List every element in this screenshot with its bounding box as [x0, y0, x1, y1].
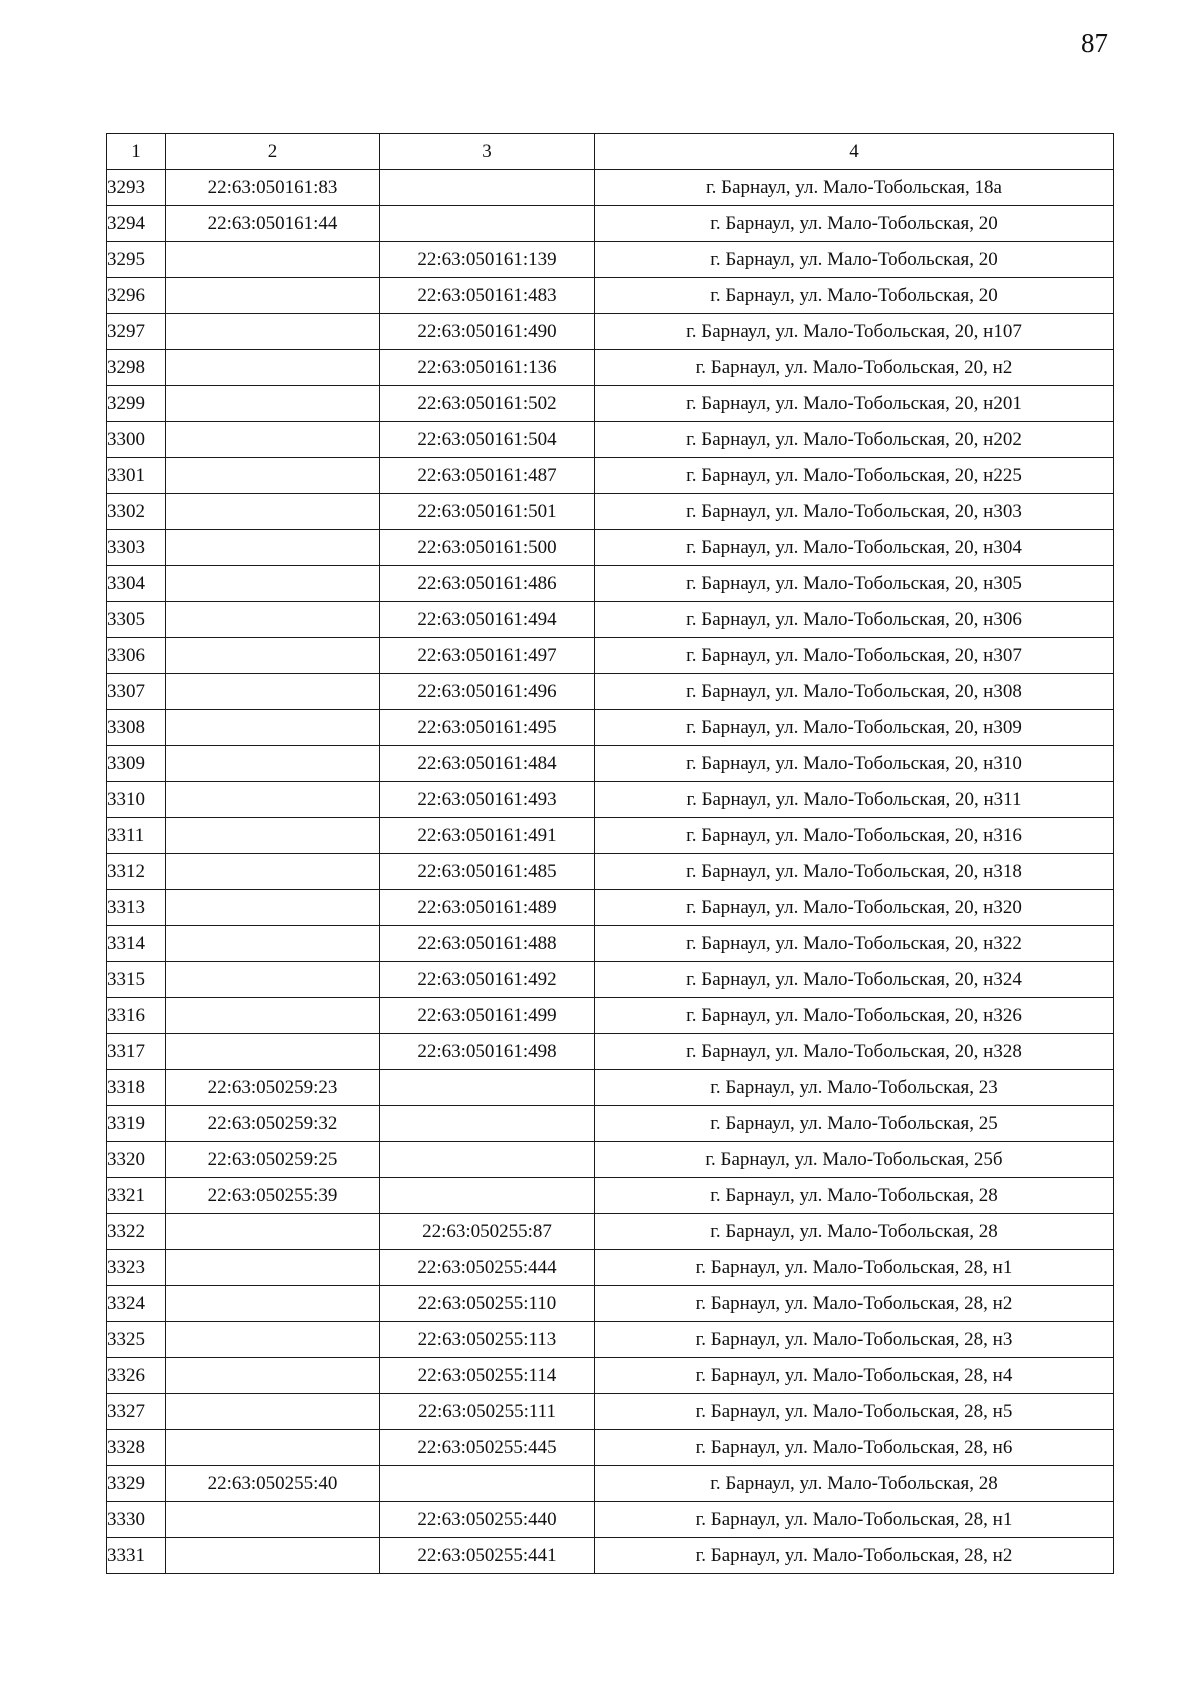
row-number-cell: 3296: [107, 278, 166, 314]
land-cadastral-number-cell: [166, 1034, 380, 1070]
address-cell: г. Барнаул, ул. Мало-Тобольская, 20: [595, 242, 1114, 278]
address-cell: г. Барнаул, ул. Мало-Тобольская, 20, н202: [595, 422, 1114, 458]
building-cadastral-number-cell: 22:63:050161:492: [380, 962, 595, 998]
building-cadastral-number-cell: 22:63:050161:489: [380, 890, 595, 926]
row-number-cell: 3330: [107, 1502, 166, 1538]
land-cadastral-number-cell: [166, 1250, 380, 1286]
table-row: [107, 530, 1114, 566]
row-number-cell: 3318: [107, 1070, 166, 1106]
land-cadastral-number-cell: [166, 1286, 380, 1322]
building-cadastral-number-cell: 22:63:050161:488: [380, 926, 595, 962]
building-cadastral-number-cell: 22:63:050161:487: [380, 458, 595, 494]
table-row: [107, 854, 1114, 890]
address-cell: г. Барнаул, ул. Мало-Тобольская, 20: [595, 278, 1114, 314]
table-body: [107, 170, 1114, 1574]
column-header-3: 3: [380, 134, 595, 170]
row-number-cell: 3307: [107, 674, 166, 710]
row-number-cell: 3300: [107, 422, 166, 458]
building-cadastral-number-cell: [380, 206, 595, 242]
table-row: [107, 494, 1114, 530]
land-cadastral-number-cell: [166, 1430, 380, 1466]
address-cell: г. Барнаул, ул. Мало-Тобольская, 20, н303: [595, 494, 1114, 530]
building-cadastral-number-cell: 22:63:050255:87: [380, 1214, 595, 1250]
table-row: [107, 458, 1114, 494]
building-cadastral-number-cell: 22:63:050255:113: [380, 1322, 595, 1358]
table-row: [107, 1106, 1114, 1142]
address-cell: г. Барнаул, ул. Мало-Тобольская, 20, н320: [595, 890, 1114, 926]
table-row: [107, 1430, 1114, 1466]
building-cadastral-number-cell: 22:63:050161:504: [380, 422, 595, 458]
row-number-cell: 3315: [107, 962, 166, 998]
address-cell: г. Барнаул, ул. Мало-Тобольская, 20, н225: [595, 458, 1114, 494]
address-cell: г. Барнаул, ул. Мало-Тобольская, 20, н305: [595, 566, 1114, 602]
building-cadastral-number-cell: 22:63:050161:484: [380, 746, 595, 782]
building-cadastral-number-cell: 22:63:050255:110: [380, 1286, 595, 1322]
table-row: [107, 782, 1114, 818]
row-number-cell: 3313: [107, 890, 166, 926]
land-cadastral-number-cell: [166, 494, 380, 530]
row-number-cell: 3326: [107, 1358, 166, 1394]
building-cadastral-number-cell: [380, 1466, 595, 1502]
land-cadastral-number-cell: [166, 1214, 380, 1250]
address-cell: г. Барнаул, ул. Мало-Тобольская, 28, н2: [595, 1286, 1114, 1322]
address-cell: г. Барнаул, ул. Мало-Тобольская, 20, н308: [595, 674, 1114, 710]
row-number-cell: 3311: [107, 818, 166, 854]
table-row: [107, 1214, 1114, 1250]
address-cell: г. Барнаул, ул. Мало-Тобольская, 28, н6: [595, 1430, 1114, 1466]
row-number-cell: 3303: [107, 530, 166, 566]
address-cell: г. Барнаул, ул. Мало-Тобольская, 20, н201: [595, 386, 1114, 422]
row-number-cell: 3316: [107, 998, 166, 1034]
land-cadastral-number-cell: 22:63:050259:23: [166, 1070, 380, 1106]
building-cadastral-number-cell: 22:63:050255:445: [380, 1430, 595, 1466]
land-cadastral-number-cell: [166, 854, 380, 890]
row-number-cell: 3310: [107, 782, 166, 818]
address-cell: г. Барнаул, ул. Мало-Тобольская, 28, н3: [595, 1322, 1114, 1358]
column-header-2: 2: [166, 134, 380, 170]
row-number-cell: 3319: [107, 1106, 166, 1142]
table-row: [107, 1178, 1114, 1214]
table-row: [107, 926, 1114, 962]
building-cadastral-number-cell: 22:63:050161:496: [380, 674, 595, 710]
table-row: [107, 1322, 1114, 1358]
land-cadastral-number-cell: [166, 926, 380, 962]
land-cadastral-number-cell: 22:63:050255:40: [166, 1466, 380, 1502]
address-cell: г. Барнаул, ул. Мало-Тобольская, 20, н326: [595, 998, 1114, 1034]
building-cadastral-number-cell: 22:63:050161:491: [380, 818, 595, 854]
address-cell: г. Барнаул, ул. Мало-Тобольская, 20, н316: [595, 818, 1114, 854]
table-row: [107, 1034, 1114, 1070]
table-row: [107, 242, 1114, 278]
address-cell: г. Барнаул, ул. Мало-Тобольская, 28, н1: [595, 1502, 1114, 1538]
land-cadastral-number-cell: [166, 746, 380, 782]
address-cell: г. Барнаул, ул. Мало-Тобольская, 20, н322: [595, 926, 1114, 962]
row-number-cell: 3328: [107, 1430, 166, 1466]
land-cadastral-number-cell: [166, 1322, 380, 1358]
building-cadastral-number-cell: 22:63:050161:497: [380, 638, 595, 674]
column-header-1: 1: [107, 134, 166, 170]
table-row: [107, 1502, 1114, 1538]
address-cell: г. Барнаул, ул. Мало-Тобольская, 28: [595, 1178, 1114, 1214]
row-number-cell: 3297: [107, 314, 166, 350]
land-cadastral-number-cell: [166, 890, 380, 926]
row-number-cell: 3327: [107, 1394, 166, 1430]
row-number-cell: 3322: [107, 1214, 166, 1250]
address-cell: г. Барнаул, ул. Мало-Тобольская, 20, н2: [595, 350, 1114, 386]
building-cadastral-number-cell: 22:63:050161:498: [380, 1034, 595, 1070]
building-cadastral-number-cell: 22:63:050161:490: [380, 314, 595, 350]
building-cadastral-number-cell: 22:63:050161:494: [380, 602, 595, 638]
address-cell: г. Барнаул, ул. Мало-Тобольская, 28, н5: [595, 1394, 1114, 1430]
row-number-cell: 3302: [107, 494, 166, 530]
row-number-cell: 3306: [107, 638, 166, 674]
address-cell: г. Барнаул, ул. Мало-Тобольская, 20, н318: [595, 854, 1114, 890]
table-row: [107, 1358, 1114, 1394]
table-row: [107, 710, 1114, 746]
table-row: [107, 422, 1114, 458]
address-cell: г. Барнаул, ул. Мало-Тобольская, 20, н309: [595, 710, 1114, 746]
land-cadastral-number-cell: 22:63:050161:44: [166, 206, 380, 242]
column-header-4: 4: [595, 134, 1114, 170]
row-number-cell: 3325: [107, 1322, 166, 1358]
row-number-cell: 3323: [107, 1250, 166, 1286]
land-cadastral-number-cell: [166, 314, 380, 350]
registry-table: [106, 133, 1114, 1574]
land-cadastral-number-cell: [166, 350, 380, 386]
row-number-cell: 3299: [107, 386, 166, 422]
address-cell: г. Барнаул, ул. Мало-Тобольская, 28, н1: [595, 1250, 1114, 1286]
table-row: [107, 674, 1114, 710]
row-number-cell: 3295: [107, 242, 166, 278]
table-row: [107, 1466, 1114, 1502]
building-cadastral-number-cell: 22:63:050161:136: [380, 350, 595, 386]
row-number-cell: 3317: [107, 1034, 166, 1070]
table-row: [107, 350, 1114, 386]
row-number-cell: 3309: [107, 746, 166, 782]
row-number-cell: 3324: [107, 1286, 166, 1322]
row-number-cell: 3305: [107, 602, 166, 638]
address-cell: г. Барнаул, ул. Мало-Тобольская, 18а: [595, 170, 1114, 206]
row-number-cell: 3304: [107, 566, 166, 602]
row-number-cell: 3314: [107, 926, 166, 962]
address-cell: г. Барнаул, ул. Мало-Тобольская, 28: [595, 1214, 1114, 1250]
address-cell: г. Барнаул, ул. Мало-Тобольская, 28, н2: [595, 1538, 1114, 1574]
table-row: [107, 602, 1114, 638]
building-cadastral-number-cell: 22:63:050161:502: [380, 386, 595, 422]
building-cadastral-number-cell: [380, 1178, 595, 1214]
building-cadastral-number-cell: 22:63:050255:444: [380, 1250, 595, 1286]
land-cadastral-number-cell: 22:63:050161:83: [166, 170, 380, 206]
table-row: [107, 170, 1114, 206]
land-cadastral-number-cell: [166, 1538, 380, 1574]
building-cadastral-number-cell: 22:63:050255:111: [380, 1394, 595, 1430]
building-cadastral-number-cell: 22:63:050161:501: [380, 494, 595, 530]
address-cell: г. Барнаул, ул. Мало-Тобольская, 25б: [595, 1142, 1114, 1178]
table-row: [107, 386, 1114, 422]
building-cadastral-number-cell: 22:63:050161:499: [380, 998, 595, 1034]
table-row: [107, 1250, 1114, 1286]
row-number-cell: 3301: [107, 458, 166, 494]
address-cell: г. Барнаул, ул. Мало-Тобольская, 20, н306: [595, 602, 1114, 638]
building-cadastral-number-cell: 22:63:050161:495: [380, 710, 595, 746]
address-cell: г. Барнаул, ул. Мало-Тобольская, 20, н311: [595, 782, 1114, 818]
row-number-cell: 3331: [107, 1538, 166, 1574]
table-row: [107, 1394, 1114, 1430]
land-cadastral-number-cell: [166, 962, 380, 998]
address-cell: г. Барнаул, ул. Мало-Тобольская, 20, н310: [595, 746, 1114, 782]
land-cadastral-number-cell: 22:63:050259:32: [166, 1106, 380, 1142]
building-cadastral-number-cell: [380, 1070, 595, 1106]
building-cadastral-number-cell: 22:63:050161:485: [380, 854, 595, 890]
table-row: [107, 566, 1114, 602]
building-cadastral-number-cell: [380, 170, 595, 206]
address-cell: г. Барнаул, ул. Мало-Тобольская, 25: [595, 1106, 1114, 1142]
address-cell: г. Барнаул, ул. Мало-Тобольская, 20, н328: [595, 1034, 1114, 1070]
land-cadastral-number-cell: [166, 710, 380, 746]
table-row: [107, 1142, 1114, 1178]
table-row: [107, 890, 1114, 926]
row-number-cell: 3294: [107, 206, 166, 242]
building-cadastral-number-cell: 22:63:050161:139: [380, 242, 595, 278]
table-row: [107, 206, 1114, 242]
land-cadastral-number-cell: [166, 998, 380, 1034]
land-cadastral-number-cell: [166, 602, 380, 638]
table-row: [107, 1286, 1114, 1322]
row-number-cell: 3308: [107, 710, 166, 746]
page-number: 87: [1081, 28, 1108, 58]
address-cell: г. Барнаул, ул. Мало-Тобольская, 20: [595, 206, 1114, 242]
row-number-cell: 3312: [107, 854, 166, 890]
table-row: [107, 278, 1114, 314]
building-cadastral-number-cell: 22:63:050255:440: [380, 1502, 595, 1538]
building-cadastral-number-cell: [380, 1142, 595, 1178]
land-cadastral-number-cell: [166, 1358, 380, 1394]
land-cadastral-number-cell: [166, 1502, 380, 1538]
table-row: [107, 1070, 1114, 1106]
building-cadastral-number-cell: 22:63:050161:486: [380, 566, 595, 602]
land-cadastral-number-cell: [166, 530, 380, 566]
address-cell: г. Барнаул, ул. Мало-Тобольская, 28, н4: [595, 1358, 1114, 1394]
land-cadastral-number-cell: [166, 1394, 380, 1430]
land-cadastral-number-cell: [166, 422, 380, 458]
table-row: [107, 818, 1114, 854]
land-cadastral-number-cell: 22:63:050255:39: [166, 1178, 380, 1214]
building-cadastral-number-cell: 22:63:050255:114: [380, 1358, 595, 1394]
building-cadastral-number-cell: 22:63:050161:493: [380, 782, 595, 818]
building-cadastral-number-cell: 22:63:050255:441: [380, 1538, 595, 1574]
table-header-row: [107, 134, 1114, 170]
land-cadastral-number-cell: 22:63:050259:25: [166, 1142, 380, 1178]
table-row: [107, 746, 1114, 782]
land-cadastral-number-cell: [166, 638, 380, 674]
address-cell: г. Барнаул, ул. Мало-Тобольская, 23: [595, 1070, 1114, 1106]
address-cell: г. Барнаул, ул. Мало-Тобольская, 20, н107: [595, 314, 1114, 350]
table-row: [107, 998, 1114, 1034]
table-row: [107, 638, 1114, 674]
address-cell: г. Барнаул, ул. Мало-Тобольская, 20, н324: [595, 962, 1114, 998]
building-cadastral-number-cell: 22:63:050161:483: [380, 278, 595, 314]
building-cadastral-number-cell: 22:63:050161:500: [380, 530, 595, 566]
row-number-cell: 3320: [107, 1142, 166, 1178]
land-cadastral-number-cell: [166, 458, 380, 494]
land-cadastral-number-cell: [166, 674, 380, 710]
row-number-cell: 3329: [107, 1466, 166, 1502]
land-cadastral-number-cell: [166, 818, 380, 854]
table-row: [107, 314, 1114, 350]
row-number-cell: 3293: [107, 170, 166, 206]
row-number-cell: 3298: [107, 350, 166, 386]
address-cell: г. Барнаул, ул. Мало-Тобольская, 28: [595, 1466, 1114, 1502]
land-cadastral-number-cell: [166, 278, 380, 314]
land-cadastral-number-cell: [166, 386, 380, 422]
table-row: [107, 1538, 1114, 1574]
land-cadastral-number-cell: [166, 782, 380, 818]
address-cell: г. Барнаул, ул. Мало-Тобольская, 20, н304: [595, 530, 1114, 566]
land-cadastral-number-cell: [166, 242, 380, 278]
building-cadastral-number-cell: [380, 1106, 595, 1142]
land-cadastral-number-cell: [166, 566, 380, 602]
row-number-cell: 3321: [107, 1178, 166, 1214]
address-cell: г. Барнаул, ул. Мало-Тобольская, 20, н307: [595, 638, 1114, 674]
table-row: [107, 962, 1114, 998]
